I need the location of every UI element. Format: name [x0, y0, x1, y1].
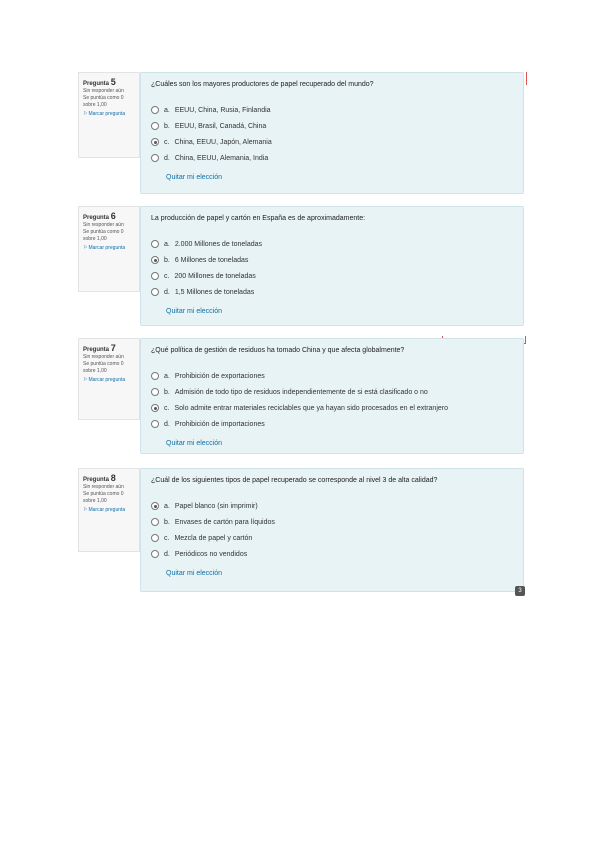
question-status: Sin responder aún — [83, 88, 124, 95]
clear-choice-link[interactable]: Quitar mi elección — [166, 174, 223, 181]
radio-icon[interactable] — [151, 240, 159, 248]
option-b[interactable]: b. Admisión de todo tipo de residuos independientemente de si está clasificado o no — [151, 384, 513, 400]
option-a[interactable]: a. EEUU, China, Rusia, Finlandia — [151, 102, 513, 118]
question-text: ¿Qué política de gestión de residuos ha tomado China y que afecta globalmente? — [151, 347, 405, 354]
radio-selected-icon[interactable] — [151, 502, 159, 510]
question-text: ¿Cuál de los siguientes tipos de papel recuperado se corresponde al nivel 3 de alta calidad? — [151, 477, 438, 484]
radio-selected-icon[interactable] — [151, 138, 159, 146]
option-a[interactable]: a. Prohibición de exportaciones — [151, 368, 513, 384]
question-info — [78, 72, 140, 158]
option-b[interactable]: b. 6 Millones de toneladas — [151, 252, 513, 268]
clear-choice-link[interactable]: Quitar mi elección — [166, 440, 223, 447]
option-c[interactable]: c. 200 Millones de toneladas — [151, 268, 513, 284]
question-score: Se puntúa como 0 sobre 1,00 — [83, 490, 124, 504]
radio-icon[interactable] — [151, 272, 159, 280]
option-b[interactable]: b. Envases de cartón para líquidos — [151, 514, 513, 530]
radio-icon[interactable] — [151, 154, 159, 162]
option-d[interactable]: d. 1,5 Millones de toneladas — [151, 284, 513, 300]
flag-question-link[interactable]: ⚐Marcar pregunta — [83, 245, 126, 252]
option-d[interactable]: d. China, EEUU, Alemania, India — [151, 150, 513, 166]
radio-icon[interactable] — [151, 288, 159, 296]
flag-icon: ⚐ — [83, 507, 88, 514]
flag-question-link[interactable]: ⚐Marcar pregunta — [83, 377, 126, 384]
option-c[interactable]: c. Solo admite entrar materiales reciclables que ya hayan sido procesados en el extranjero — [151, 400, 513, 416]
flag-icon: ⚐ — [83, 111, 88, 118]
option-a[interactable]: a. Papel blanco (sin imprimir) — [151, 498, 513, 514]
radio-icon[interactable] — [151, 518, 159, 526]
flag-icon: ⚐ — [83, 245, 88, 252]
radio-icon[interactable] — [151, 122, 159, 130]
question-info — [78, 206, 140, 292]
radio-icon[interactable] — [151, 388, 159, 396]
question-number: Pregunta 5 — [83, 77, 116, 87]
question-status: Sin responder aún — [83, 222, 124, 229]
option-a[interactable]: a. 2.000 Millones de toneladas — [151, 236, 513, 252]
question-number: Pregunta 8 — [83, 473, 116, 483]
question-content — [140, 72, 524, 194]
question-content — [140, 338, 524, 454]
question-info — [78, 338, 140, 420]
flag-question-link[interactable]: ⚐Marcar pregunta — [83, 507, 126, 514]
option-d[interactable]: d. Periódicos no vendidos — [151, 546, 513, 562]
question-content — [140, 468, 524, 592]
option-c[interactable]: c. China, EEUU, Japón, Alemania — [151, 134, 513, 150]
radio-selected-icon[interactable] — [151, 256, 159, 264]
question-number: Pregunta 7 — [83, 343, 116, 353]
question-text: La producción de papel y cartón en España es de aproximadamente: — [151, 215, 366, 222]
page-badge: 3 — [515, 586, 525, 596]
question-5 — [78, 72, 524, 194]
question-text: ¿Cuáles son los mayores productores de papel recuperado del mundo? — [151, 81, 374, 88]
radio-icon[interactable] — [151, 550, 159, 558]
radio-icon[interactable] — [151, 420, 159, 428]
radio-selected-icon[interactable] — [151, 404, 159, 412]
question-info — [78, 468, 140, 552]
question-status: Sin responder aún — [83, 354, 124, 361]
radio-icon[interactable] — [151, 106, 159, 114]
flag-icon: ⚐ — [83, 377, 88, 384]
flag-question-link[interactable]: ⚐Marcar pregunta — [83, 111, 126, 118]
question-number: Pregunta 6 — [83, 211, 116, 221]
question-8 — [78, 468, 524, 592]
question-7 — [78, 338, 524, 454]
question-content — [140, 206, 524, 326]
question-score: Se puntúa como 0 sobre 1,00 — [83, 360, 124, 374]
question-score: Se puntúa como 0 sobre 1,00 — [83, 228, 124, 242]
question-status: Sin responder aún — [83, 484, 124, 491]
clear-choice-link[interactable]: Quitar mi elección — [166, 308, 223, 315]
clear-choice-link[interactable]: Quitar mi elección — [166, 570, 223, 577]
question-6 — [78, 206, 524, 326]
radio-icon[interactable] — [151, 534, 159, 542]
question-score: Se puntúa como 0 sobre 1,00 — [83, 94, 124, 108]
option-d[interactable]: d. Prohibición de importaciones — [151, 416, 513, 432]
option-c[interactable]: c. Mezcla de papel y cartón — [151, 530, 513, 546]
option-b[interactable]: b. EEUU, Brasil, Canadá, China — [151, 118, 513, 134]
radio-icon[interactable] — [151, 372, 159, 380]
